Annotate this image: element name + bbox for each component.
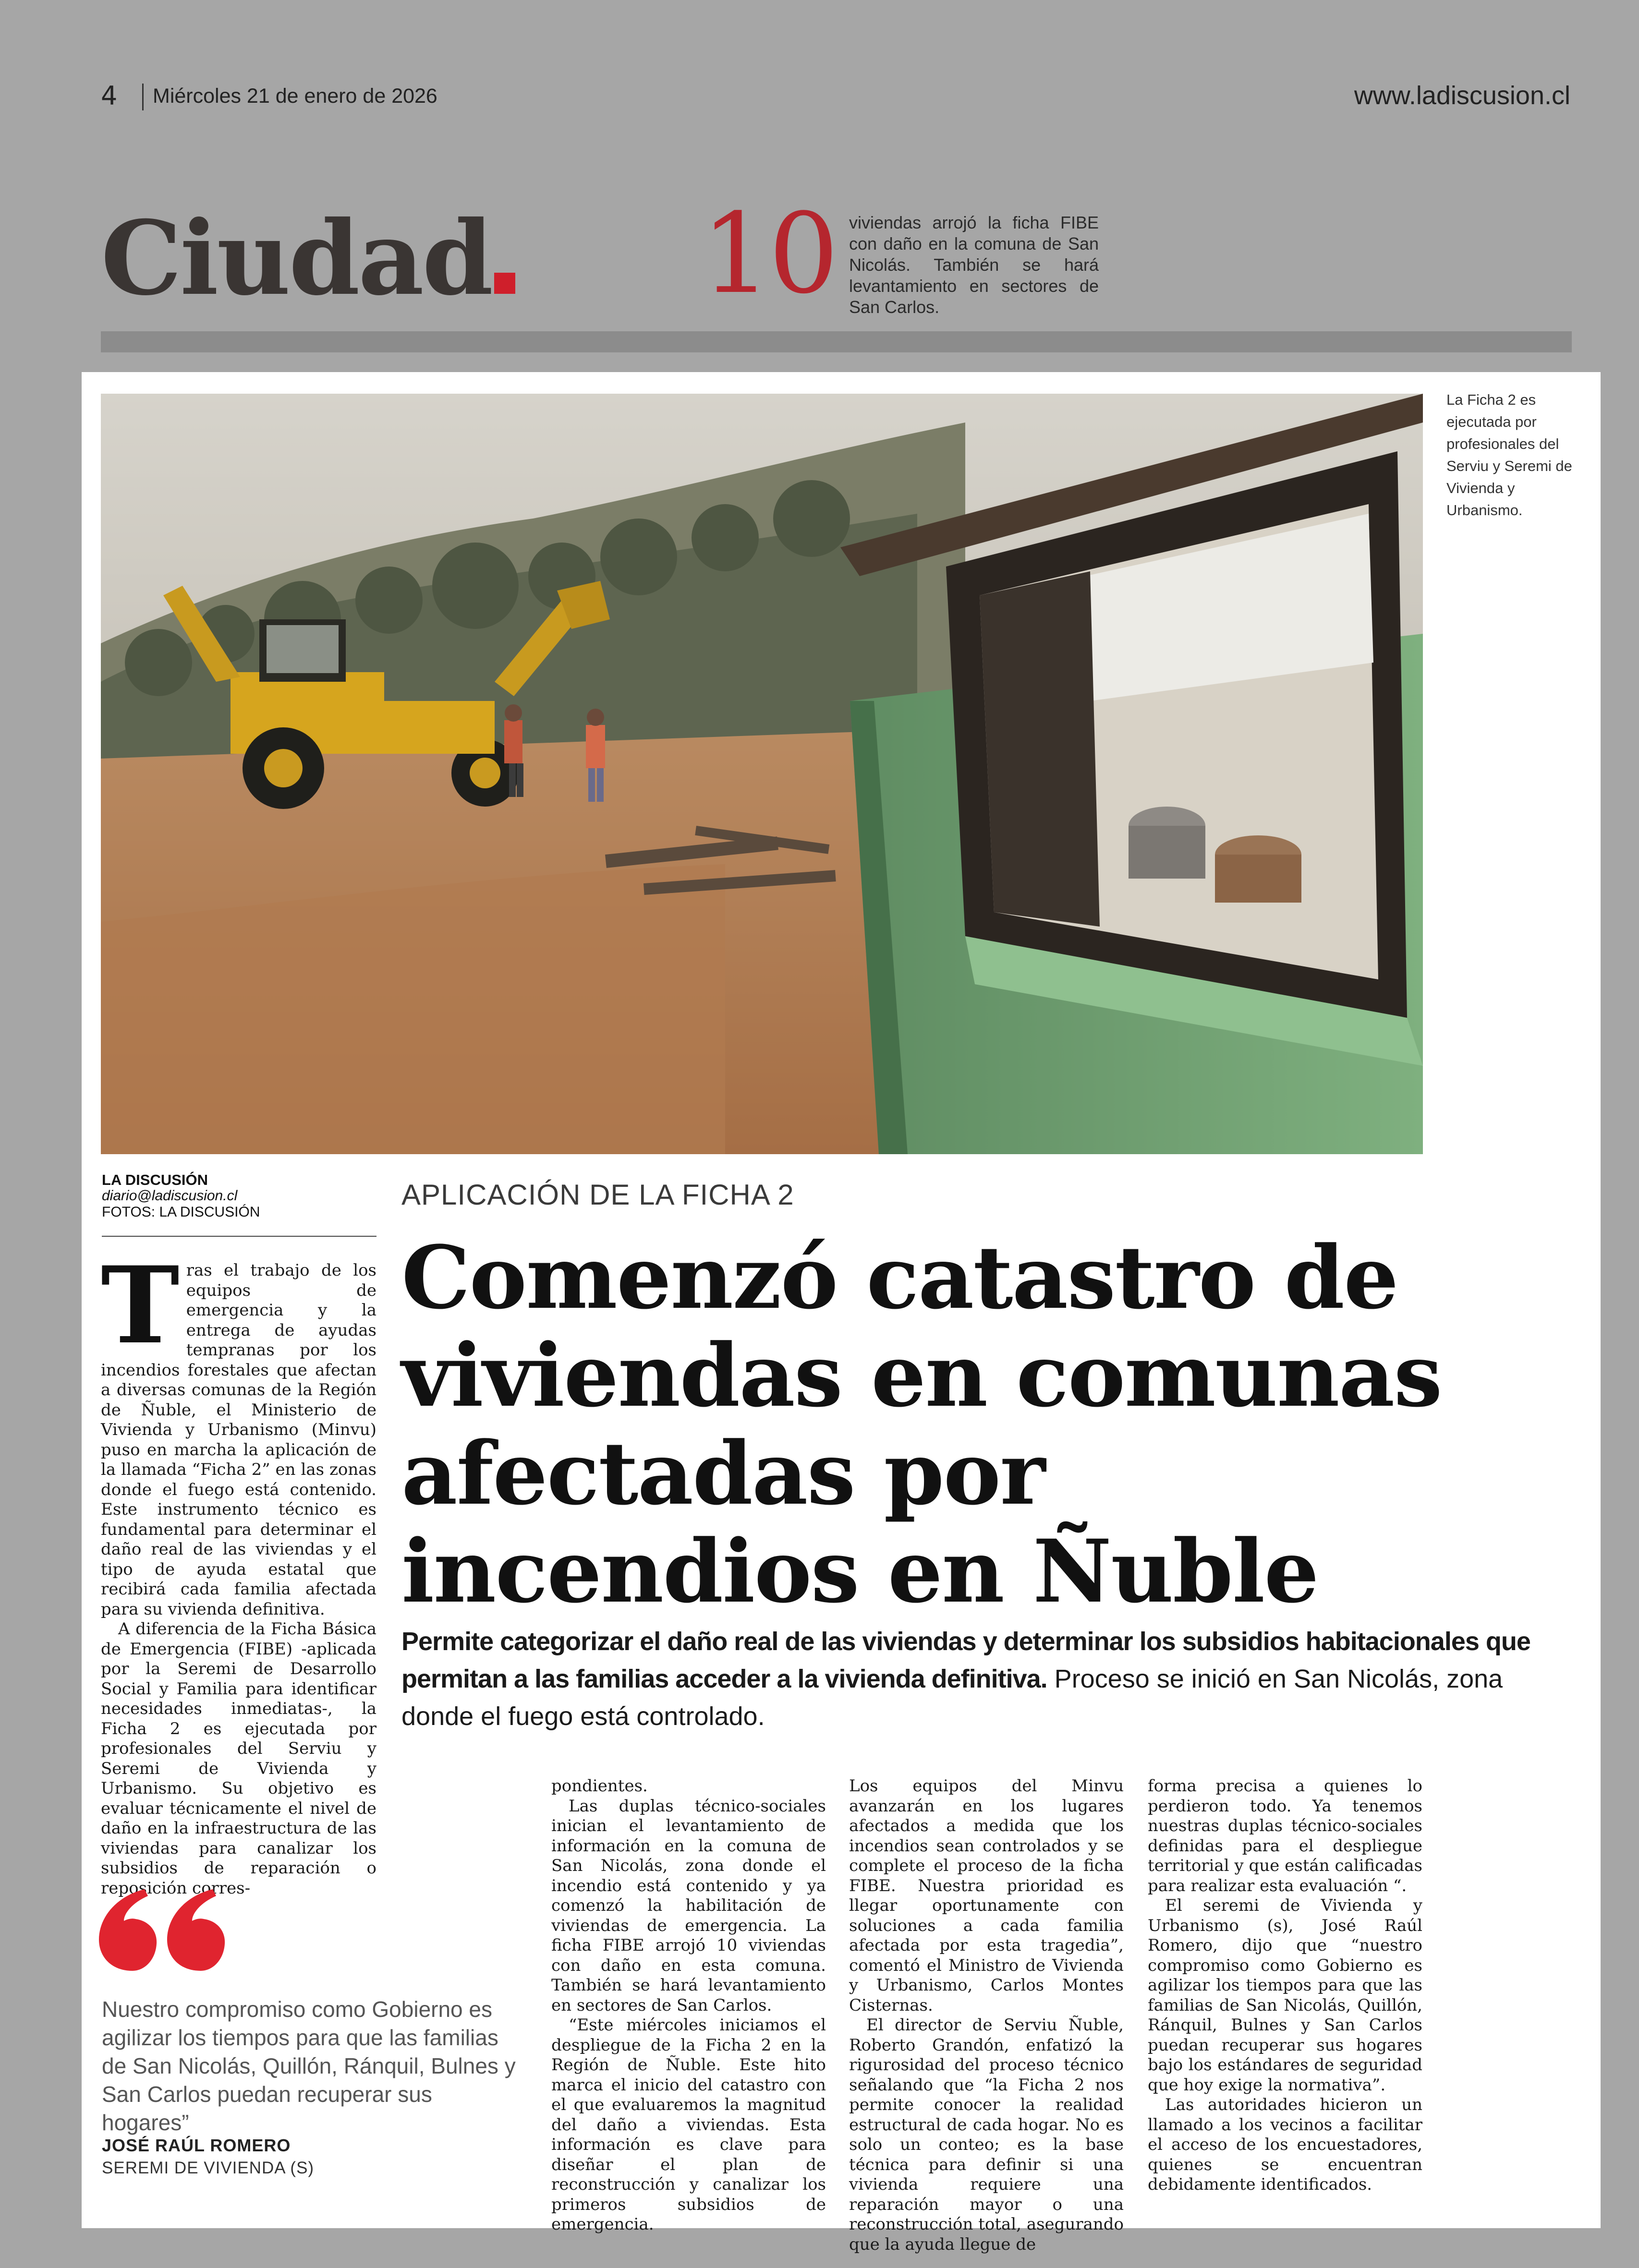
photo-burned-house-scene <box>101 394 1423 1154</box>
deck-bold: Permite categorizar el daño real de las viviendas y determinar los subsidios habitacionales que permitan a las familias acceder a la vivienda definitiva. <box>401 1627 1530 1693</box>
body-paragraph: El director de Serviu Ñuble, Roberto Grandón, enfatizó la rigurosidad del proceso técnico señalando que “la Ficha 2 nos permite conocer la realidad estructural de cada hogar. No es solo un conteo; es la base técnica para definir si una vivienda requiere una reparación mayor o una reconstrucción total, asegurando que la ayuda llegue de <box>849 2015 1124 2254</box>
article-headline: Comenzó catastro de viviendas en comunas afectadas por incendios en Ñuble <box>401 1227 1442 1622</box>
byline-email[interactable]: diario@ladiscusion.cl <box>102 1188 238 1204</box>
byline-organization: LA DISCUSIÓN <box>102 1171 208 1188</box>
page-number: 4 <box>101 81 118 111</box>
byline-divider <box>102 1236 376 1237</box>
pull-quote-text: Nuestro compromiso como Gobierno es agilizar los tiempos para que las familias de San Nicolás, Quillón, Ránquil, Bulnes y San Carlos puedan recuperar sus hogares” <box>102 1997 516 2135</box>
photo-caption: La Ficha 2 es ejecutada por profesionales del Serviu y Seremi de Vivienda y Urbanismo. <box>1446 391 1572 519</box>
body-column-1 <box>101 1243 376 1898</box>
body-column-4 <box>1148 1776 1422 2195</box>
pull-quote-role: SEREMI DE VIVIENDA (S) <box>102 2159 315 2177</box>
deck-regular: Proceso se inició en San Nicolás, zona donde el fuego está controlado. <box>401 1665 1503 1731</box>
body-paragraph: forma precisa a quienes lo perdieron todo. Ya tenemos nuestras duplas técnico-sociales definidas para el despliegue territorial y que están calificadas para realizar esta evaluación “. <box>1148 1776 1422 1895</box>
article-kicker: APLICACIÓN DE LA FICHA 2 <box>401 1179 794 1211</box>
drop-cap: T <box>101 1243 180 1367</box>
body-paragraph: Los equipos del Minvu avanzarán en los lugares afectados a medida que los incendios sean controlados y se complete el proceso de la ficha FIBE. Nuestra prioridad es llegar oportunamente con soluciones a cada familia afectada por esta tragedia”, comentó el Ministro de Vivienda y Urbanismo, Carlos Montes Cisternas. <box>849 1776 1124 2015</box>
section-accent-dot <box>494 273 515 294</box>
body-paragraph: ras el trabajo de los equipos de emergencia y la entrega de ayudas tempranas por los incendios forestales que afectan a diversas comunas de la Región de Ñuble, el Ministerio de Vivienda y Urbanismo (Minvu) puso en marcha la aplicación de la llamada “Ficha 2” en las zonas donde el fuego está contenido. Este instrumento técnico es fundamental para determinar el daño real de las viviendas y el tipo de ayuda estatal que recibirá cada familia afectada para su vivienda definitiva. <box>101 1261 376 1619</box>
site-url[interactable]: www.ladiscusion.cl <box>1354 81 1570 110</box>
pull-quote-author: JOSÉ RAÚL ROMERO <box>102 2135 291 2155</box>
byline-photo-credit: FOTOS: LA DISCUSIÓN <box>102 1204 260 1220</box>
article-photo <box>101 394 1423 1154</box>
header-separator <box>142 84 144 110</box>
body-paragraph: Las autoridades hicieron un llamado a los vecinos a facilitar el acceso de los encuestadores, quienes se encuentran debidamente identificados. <box>1148 2095 1422 2194</box>
article-deck <box>401 1623 1564 1735</box>
body-column-2 <box>551 1776 826 2235</box>
quote-mark-icon <box>99 1889 229 1971</box>
stat-number: 10 <box>701 190 836 318</box>
body-paragraph: El seremi de Vivienda y Urbanismo (s), José Raúl Romero, dijo que “nuestro compromiso como Gobierno es agilizar los tiempos para que las familias de San Nicolás, Quillón, Ránquil, Bulnes y San Carlos puedan recuperar sus hogares bajo los estándares de seguridad que hoy exige la normativa”. <box>1148 1896 1422 2095</box>
body-paragraph: “Este miércoles iniciamos el despliegue de la Ficha 2 en la Región de Ñuble. Este hito marca el inicio del catastro con el que evaluaremos la magnitud del daño a viviendas. Esta información es clave para diseñar el plan de reconstrucción y canalizar los primeros subsidios de emergencia. <box>551 2015 826 2234</box>
publication-date: Miércoles 21 de enero de 2026 <box>153 84 437 108</box>
section-title-text: Ciudad <box>101 198 492 318</box>
section-rule <box>101 331 1572 352</box>
section-title <box>101 198 515 318</box>
body-paragraph: A diferencia de la Ficha Básica de Emergencia (FIBE) -aplicada por la Seremi de Desarrollo Social y Familia para identificar necesidades inmediatas-, la Ficha 2 es ejecutada por profesionales del Serviu y Seremi de Vivienda y Urbanismo. Su objetivo es evaluar técnicamente el nivel de daño en la infraestructura de las viviendas para canalizar los subsidios de reparación o reposición corres- <box>101 1619 376 1898</box>
body-paragraph: Las duplas técnico-sociales inician el levantamiento de información en la comuna de San Nicolás, zona donde el incendio está contenido y ya comenzó la habilitación de viviendas de emergencia. La ficha FIBE arrojó 10 viviendas con daño en esta comuna. También se hará levantamiento en sectores de San Carlos. <box>551 1796 826 2015</box>
body-paragraph: pondientes. <box>551 1776 648 1796</box>
body-column-3 <box>849 1776 1124 2255</box>
stat-description: viviendas arrojó la ficha FIBE con daño en la comuna de San Nicolás. También se hará levantamiento en sectores de San Carlos. <box>849 213 1099 317</box>
